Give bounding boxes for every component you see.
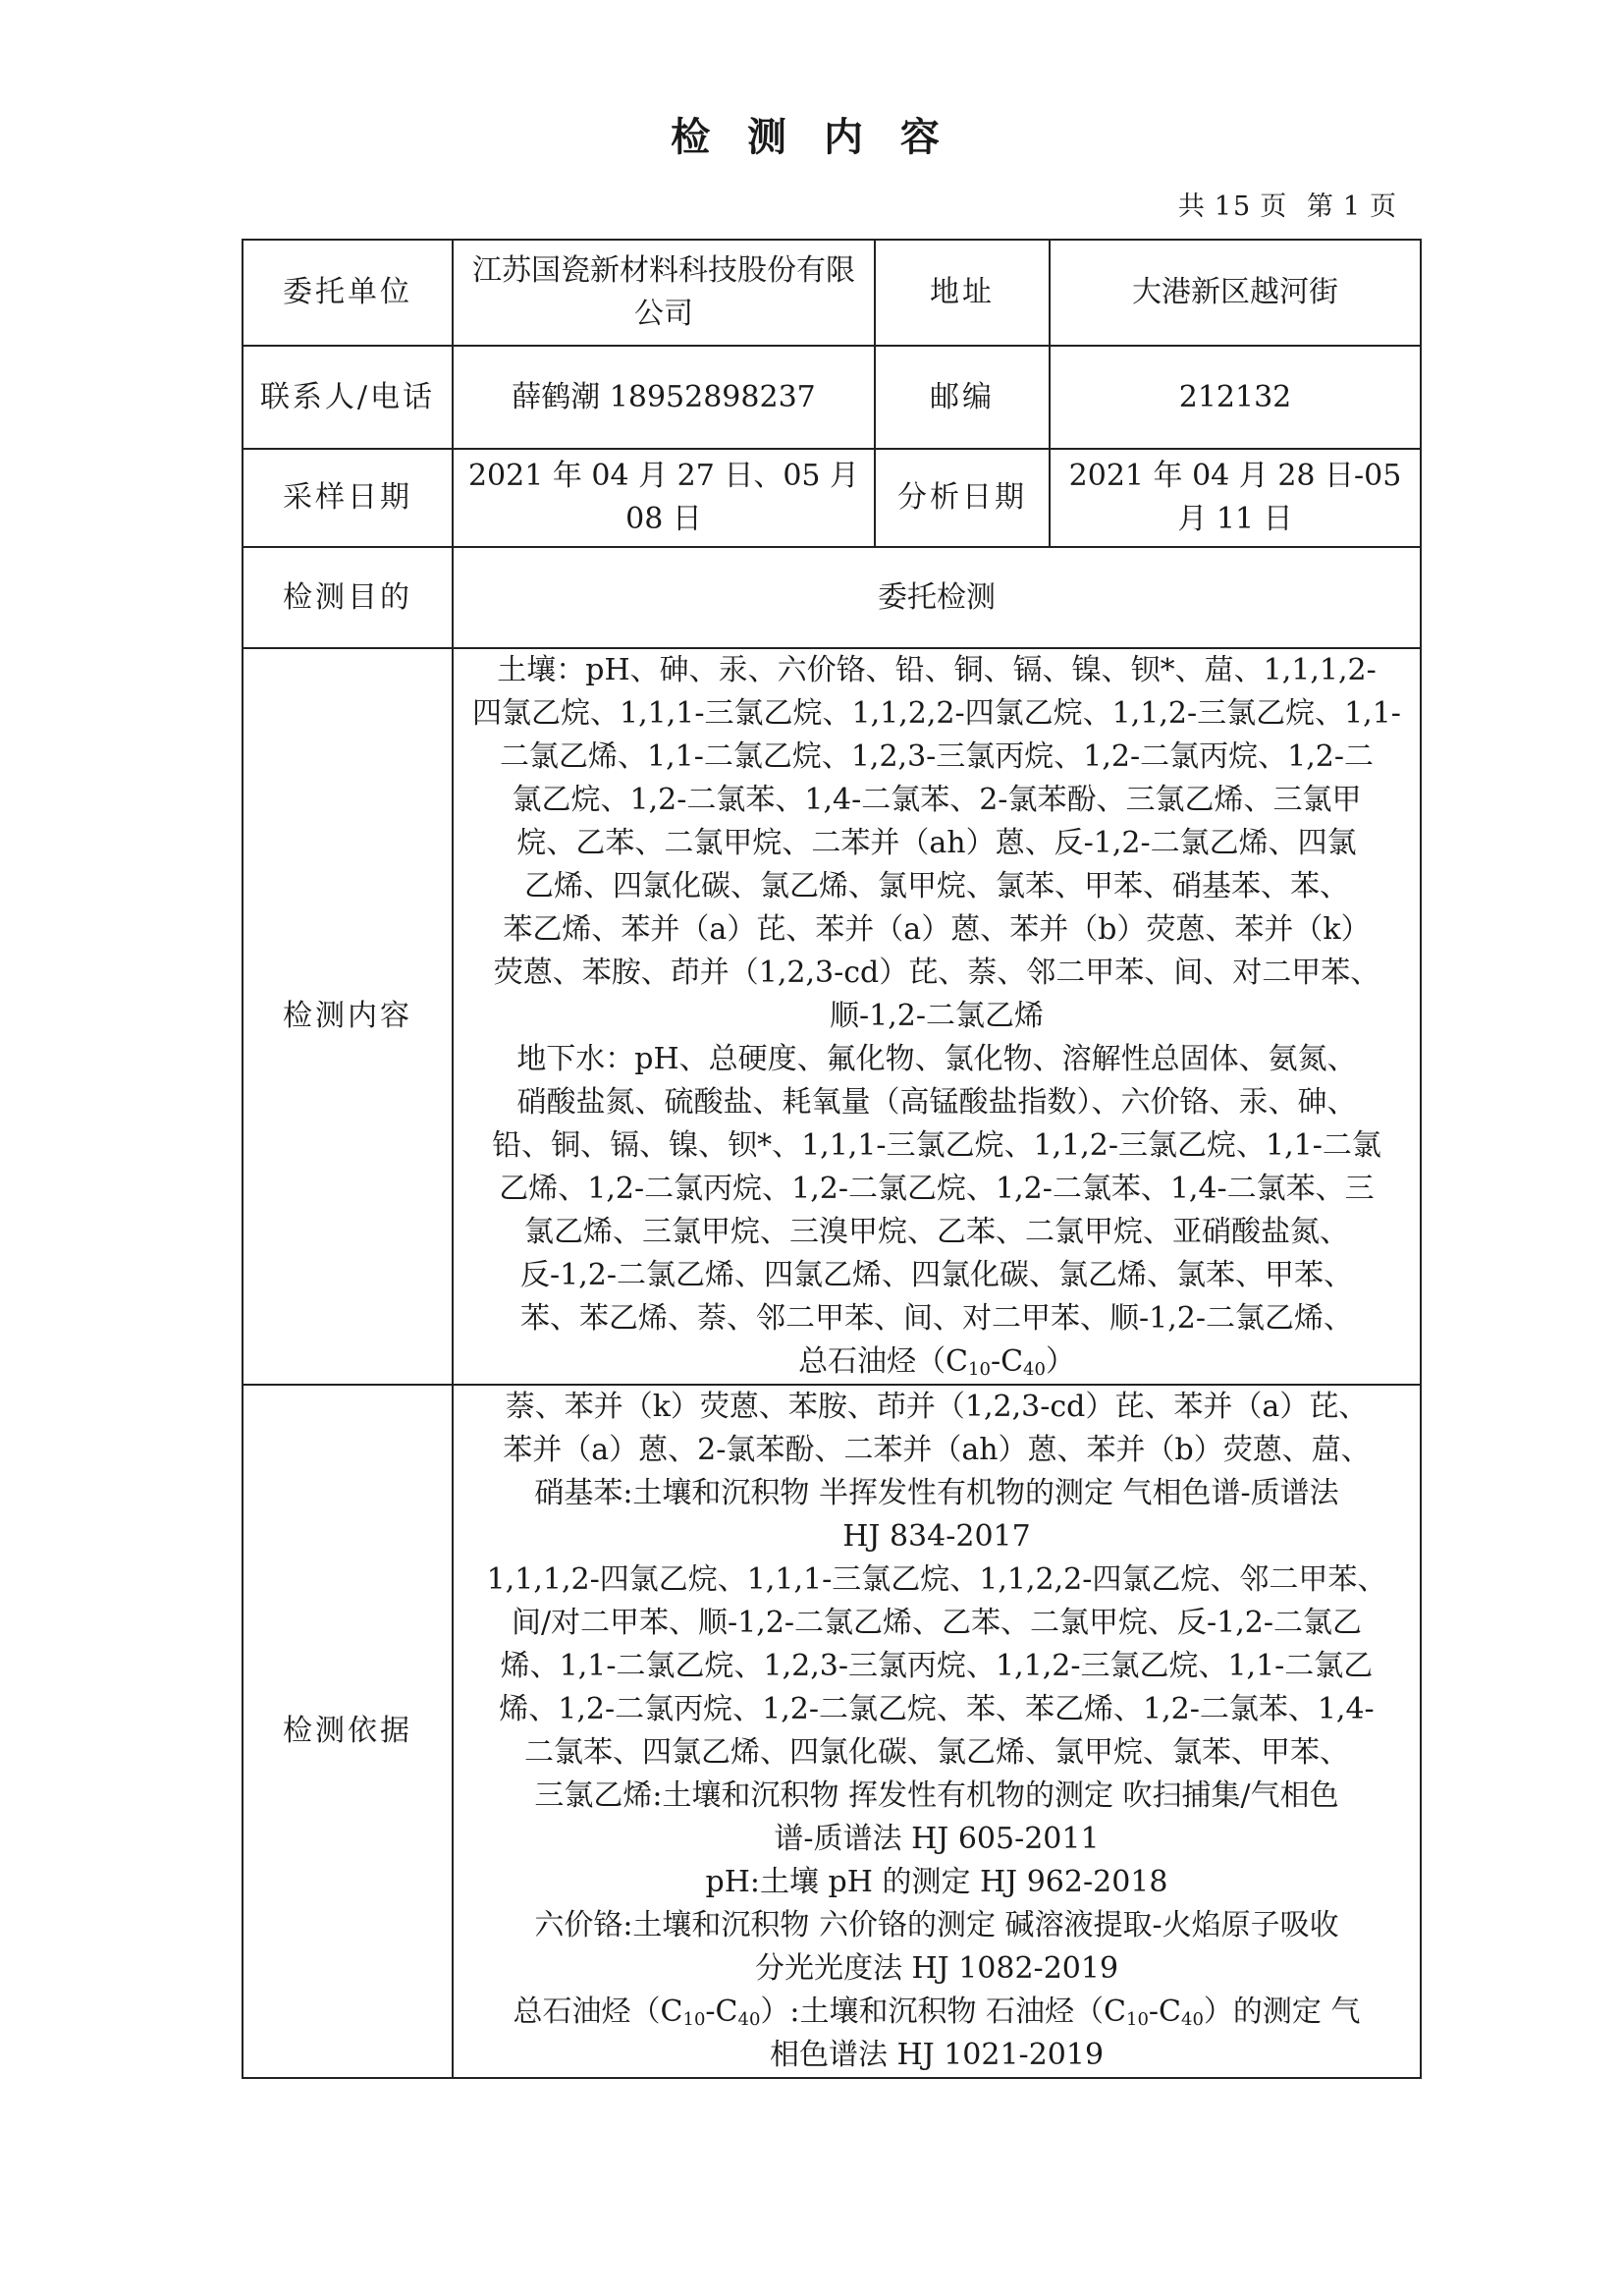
contact-value: 薛鹤潮 18952898237 — [453, 346, 875, 449]
row-content — [243, 648, 1421, 1385]
content-line: 乙烯、1,2-二氯丙烷、1,2-二氯乙烷、1,2-二氯苯、1,4-二氯苯、三 — [499, 1172, 1375, 1206]
content-line: 乙烯、四氯化碳、氯乙烯、氯甲烷、氯苯、甲苯、硝基苯、苯、 — [524, 869, 1349, 903]
basis-line: 谱-质谱法 HJ 605-2011 — [774, 1822, 1100, 1856]
basis-line: 硝基苯:土壤和沉积物 半挥发性有机物的测定 气相色谱-质谱法 — [534, 1476, 1339, 1510]
page-number: 1 — [1342, 191, 1362, 222]
page-prefix: 第 — [1306, 191, 1335, 222]
tph-text: -C — [705, 1995, 738, 2029]
content-line: 顺-1,2-二氯乙烯 — [830, 999, 1044, 1033]
tph-text: -C — [990, 1344, 1024, 1379]
total-suffix: 页 — [1260, 191, 1289, 222]
postcode-label: 邮编 — [875, 346, 1050, 449]
content-line: 苯乙烯、苯并（a）芘、苯并（a）蒽、苯并（b）荧蒽、苯并（k） — [503, 912, 1371, 947]
detection-table — [242, 239, 1422, 2079]
content-line: 地下水：pH、总硬度、氟化物、氯化物、溶解性总固体、氨氮、 — [516, 1042, 1357, 1076]
page-indicator — [1174, 185, 1402, 223]
basis-line: 间/对二甲苯、顺-1,2-二氯乙烯、乙苯、二氯甲烷、反-1,2-二氯乙 — [511, 1606, 1363, 1640]
row-basis — [243, 1385, 1421, 2078]
basis-line: 六价铬:土壤和沉积物 六价铬的测定 碱溶液提取-火焰原子吸收 — [534, 1908, 1339, 1942]
subscript: 40 — [1181, 2009, 1204, 2030]
content-line: 铅、铜、镉、镍、钡*、1,1,1-三氯乙烷、1,1,2-三氯乙烷、1,1-二氯 — [492, 1128, 1381, 1163]
page-title: 检 测 内 容 — [671, 114, 951, 160]
basis-line: 二氯苯、四氯乙烯、四氯化碳、氯乙烯、氯甲烷、氯苯、甲苯、 — [524, 1735, 1349, 1770]
page-suffix: 页 — [1370, 191, 1398, 222]
content-line: 四氯乙烷、1,1,1-三氯乙烷、1,1,2,2-四氯乙烷、1,1,2-三氯乙烷、1,1- — [472, 696, 1401, 731]
tph-text: -C — [1148, 1995, 1182, 2029]
basis-line: 分光光度法 HJ 1082-2019 — [754, 1951, 1119, 1986]
subscript: 10 — [968, 1359, 991, 1380]
basis-line-tph — [463, 1991, 1410, 2034]
client-value: 江苏国瓷新材料科技股份有限公司 — [453, 240, 875, 346]
subscript: 10 — [1126, 2009, 1149, 2030]
purpose-label: 检测目的 — [243, 547, 453, 648]
address-value: 大港新区越河街 — [1050, 240, 1421, 346]
row-dates — [243, 449, 1421, 547]
basis-line: HJ 834-2017 — [842, 1519, 1031, 1554]
tph-text: ）:土壤和沉积物 石油烃（C — [760, 1995, 1127, 2029]
client-label: 委托单位 — [243, 240, 453, 346]
total-pages: 15 — [1214, 191, 1253, 222]
purpose-value: 委托检测 — [453, 547, 1421, 648]
subscript: 10 — [682, 2009, 706, 2030]
postcode-value: 212132 — [1050, 346, 1421, 449]
basis-line: 烯、1,1-二氯乙烷、1,2,3-三氯丙烷、1,1,2-三氯乙烷、1,1-二氯乙 — [500, 1649, 1374, 1683]
basis-label: 检测依据 — [243, 1385, 453, 2078]
tph-text: ）的测定 气 — [1203, 1995, 1361, 2029]
total-prefix: 共 — [1177, 191, 1207, 222]
analysis-label: 分析日期 — [875, 449, 1050, 547]
address-label: 地址 — [875, 240, 1050, 346]
basis-line: 相色谱法 HJ 1021-2019 — [769, 2038, 1105, 2072]
sampling-label: 采样日期 — [243, 449, 453, 547]
basis-line: pH:土壤 pH 的测定 HJ 962-2018 — [705, 1865, 1168, 1899]
row-contact — [243, 346, 1421, 449]
content-line: 土壤：pH、砷、汞、六价铬、铅、铜、镉、镍、钡*、䓛、1,1,1,2- — [497, 653, 1377, 687]
content-text — [453, 648, 1421, 1385]
content-label: 检测内容 — [243, 648, 453, 1385]
tph-text: 总石油烃（C — [513, 1995, 683, 2029]
analysis-value: 2021 年 04 月 28 日-05 月 11 日 — [1050, 449, 1421, 547]
subscript: 40 — [1023, 1359, 1046, 1380]
basis-line: 烯、1,2-二氯丙烷、1,2-二氯乙烷、苯、苯乙烯、1,2-二氯苯、1,4- — [499, 1692, 1375, 1726]
content-line: 氯乙烯、三氯甲烷、三溴甲烷、乙苯、二氯甲烷、亚硝酸盐氮、 — [524, 1215, 1349, 1249]
tph-text: ） — [1045, 1344, 1075, 1379]
content-line: 氯乙烷、1,2-二氯苯、1,4-二氯苯、2-氯苯酚、三氯乙烯、三氯甲 — [512, 783, 1362, 817]
content-line-tph — [463, 1340, 1410, 1384]
basis-line: 1,1,1,2-四氯乙烷、1,1,1-三氯乙烷、1,1,2,2-四氯乙烷、邻二甲苯、 — [486, 1562, 1387, 1597]
basis-line: 三氯乙烯:土壤和沉积物 挥发性有机物的测定 吹扫捕集/气相色 — [534, 1778, 1339, 1813]
row-client — [243, 240, 1421, 346]
content-line: 烷、乙苯、二氯甲烷、二苯并（ah）蒽、反-1,2-二氯乙烯、四氯 — [516, 826, 1357, 860]
content-line: 二氯乙烯、1,1-二氯乙烷、1,2,3-三氯丙烷、1,2-二氯丙烷、1,2-二 — [499, 739, 1374, 774]
content-line: 荧蒽、苯胺、茚并（1,2,3-cd）芘、萘、邻二甲苯、间、对二甲苯、 — [493, 956, 1380, 990]
contact-label: 联系人/电话 — [243, 346, 453, 449]
row-purpose — [243, 547, 1421, 648]
content-line: 硝酸盐氮、硫酸盐、耗氧量（高锰酸盐指数）、六价铬、汞、砷、 — [516, 1085, 1357, 1120]
sampling-value: 2021 年 04 月 27 日、05 月 08 日 — [453, 449, 875, 547]
content-line: 苯、苯乙烯、萘、邻二甲苯、间、对二甲苯、顺-1,2-二氯乙烯、 — [520, 1301, 1353, 1336]
tph-text: 总石油烃（C — [798, 1344, 969, 1379]
content-line: 反-1,2-二氯乙烯、四氯乙烯、四氯化碳、氯乙烯、氯苯、甲苯、 — [520, 1258, 1353, 1292]
basis-line: 萘、苯并（k）荧蒽、苯胺、茚并（1,2,3-cd）芘、苯并（a）芘、 — [505, 1390, 1369, 1424]
basis-text — [453, 1385, 1421, 2078]
subscript: 40 — [737, 2009, 761, 2030]
basis-line: 苯并（a）蒽、2-氯苯酚、二苯并（ah）蒽、苯并（b）荧蒽、䓛、 — [503, 1433, 1371, 1467]
